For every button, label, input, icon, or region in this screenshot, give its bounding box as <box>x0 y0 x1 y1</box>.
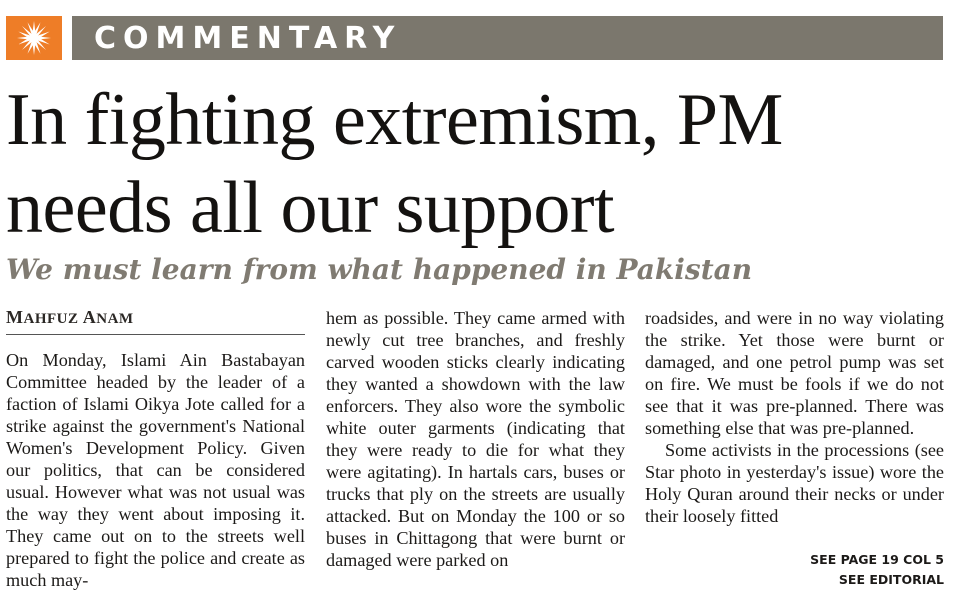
paragraph: On Monday, Islami Ain Bastabayan Committee headed by the leader of a faction of Islami Oikya Jote called for a strike against the government's National Women's Development Policy. Given our politics, that can be considered usual. However what was not usual was the way they went about imposing it. They came out on to the streets well prepared to fight the police and create as much may- <box>6 350 305 590</box>
paragraph: roadsides, and were in no way violating the strike. Yet those were burnt or damaged, and one petrol pump was set on fire. We must be fools if we do not see that it was pre-planned. There was something else that was pre-planned. <box>645 308 944 438</box>
page-edge <box>952 0 962 604</box>
section-icon-box <box>6 16 62 60</box>
article-column-1 <box>6 306 305 591</box>
section-label: COMMENTARY <box>94 20 402 56</box>
section-banner <box>72 16 943 60</box>
paragraph: Some activists in the processions (see Star photo in yesterday's issue) wore the Holy Quran around their necks or under their loosely fitted <box>645 440 944 526</box>
jump-link-page[interactable]: SEE PAGE 19 COL 5 <box>810 552 944 567</box>
byline: MAHFUZ ANAM <box>6 306 305 335</box>
jump-references <box>645 550 944 590</box>
subheadline: We must learn from what happened in Pakistan <box>6 253 753 286</box>
sunburst-icon <box>16 20 52 56</box>
jump-link-editorial[interactable]: SEE EDITORIAL <box>838 572 944 587</box>
article-column-2 <box>326 307 625 571</box>
paragraph: hem as possible. They came armed with newly cut tree branches, and freshly carved wooden sticks clearly indicating they wanted a showdown with the law enforcers. They also wore the symbolic white outer garments (indicating that they were ready to die for what they were agitating). In hartals cars, buses or trucks that ply on the streets are usually attacked. But on Monday the 100 or so buses in Chittagong that were burnt or damaged were parked on <box>326 308 625 570</box>
headline: In fighting extremism, PM needs all our support <box>6 79 783 249</box>
article-column-3 <box>645 307 944 527</box>
